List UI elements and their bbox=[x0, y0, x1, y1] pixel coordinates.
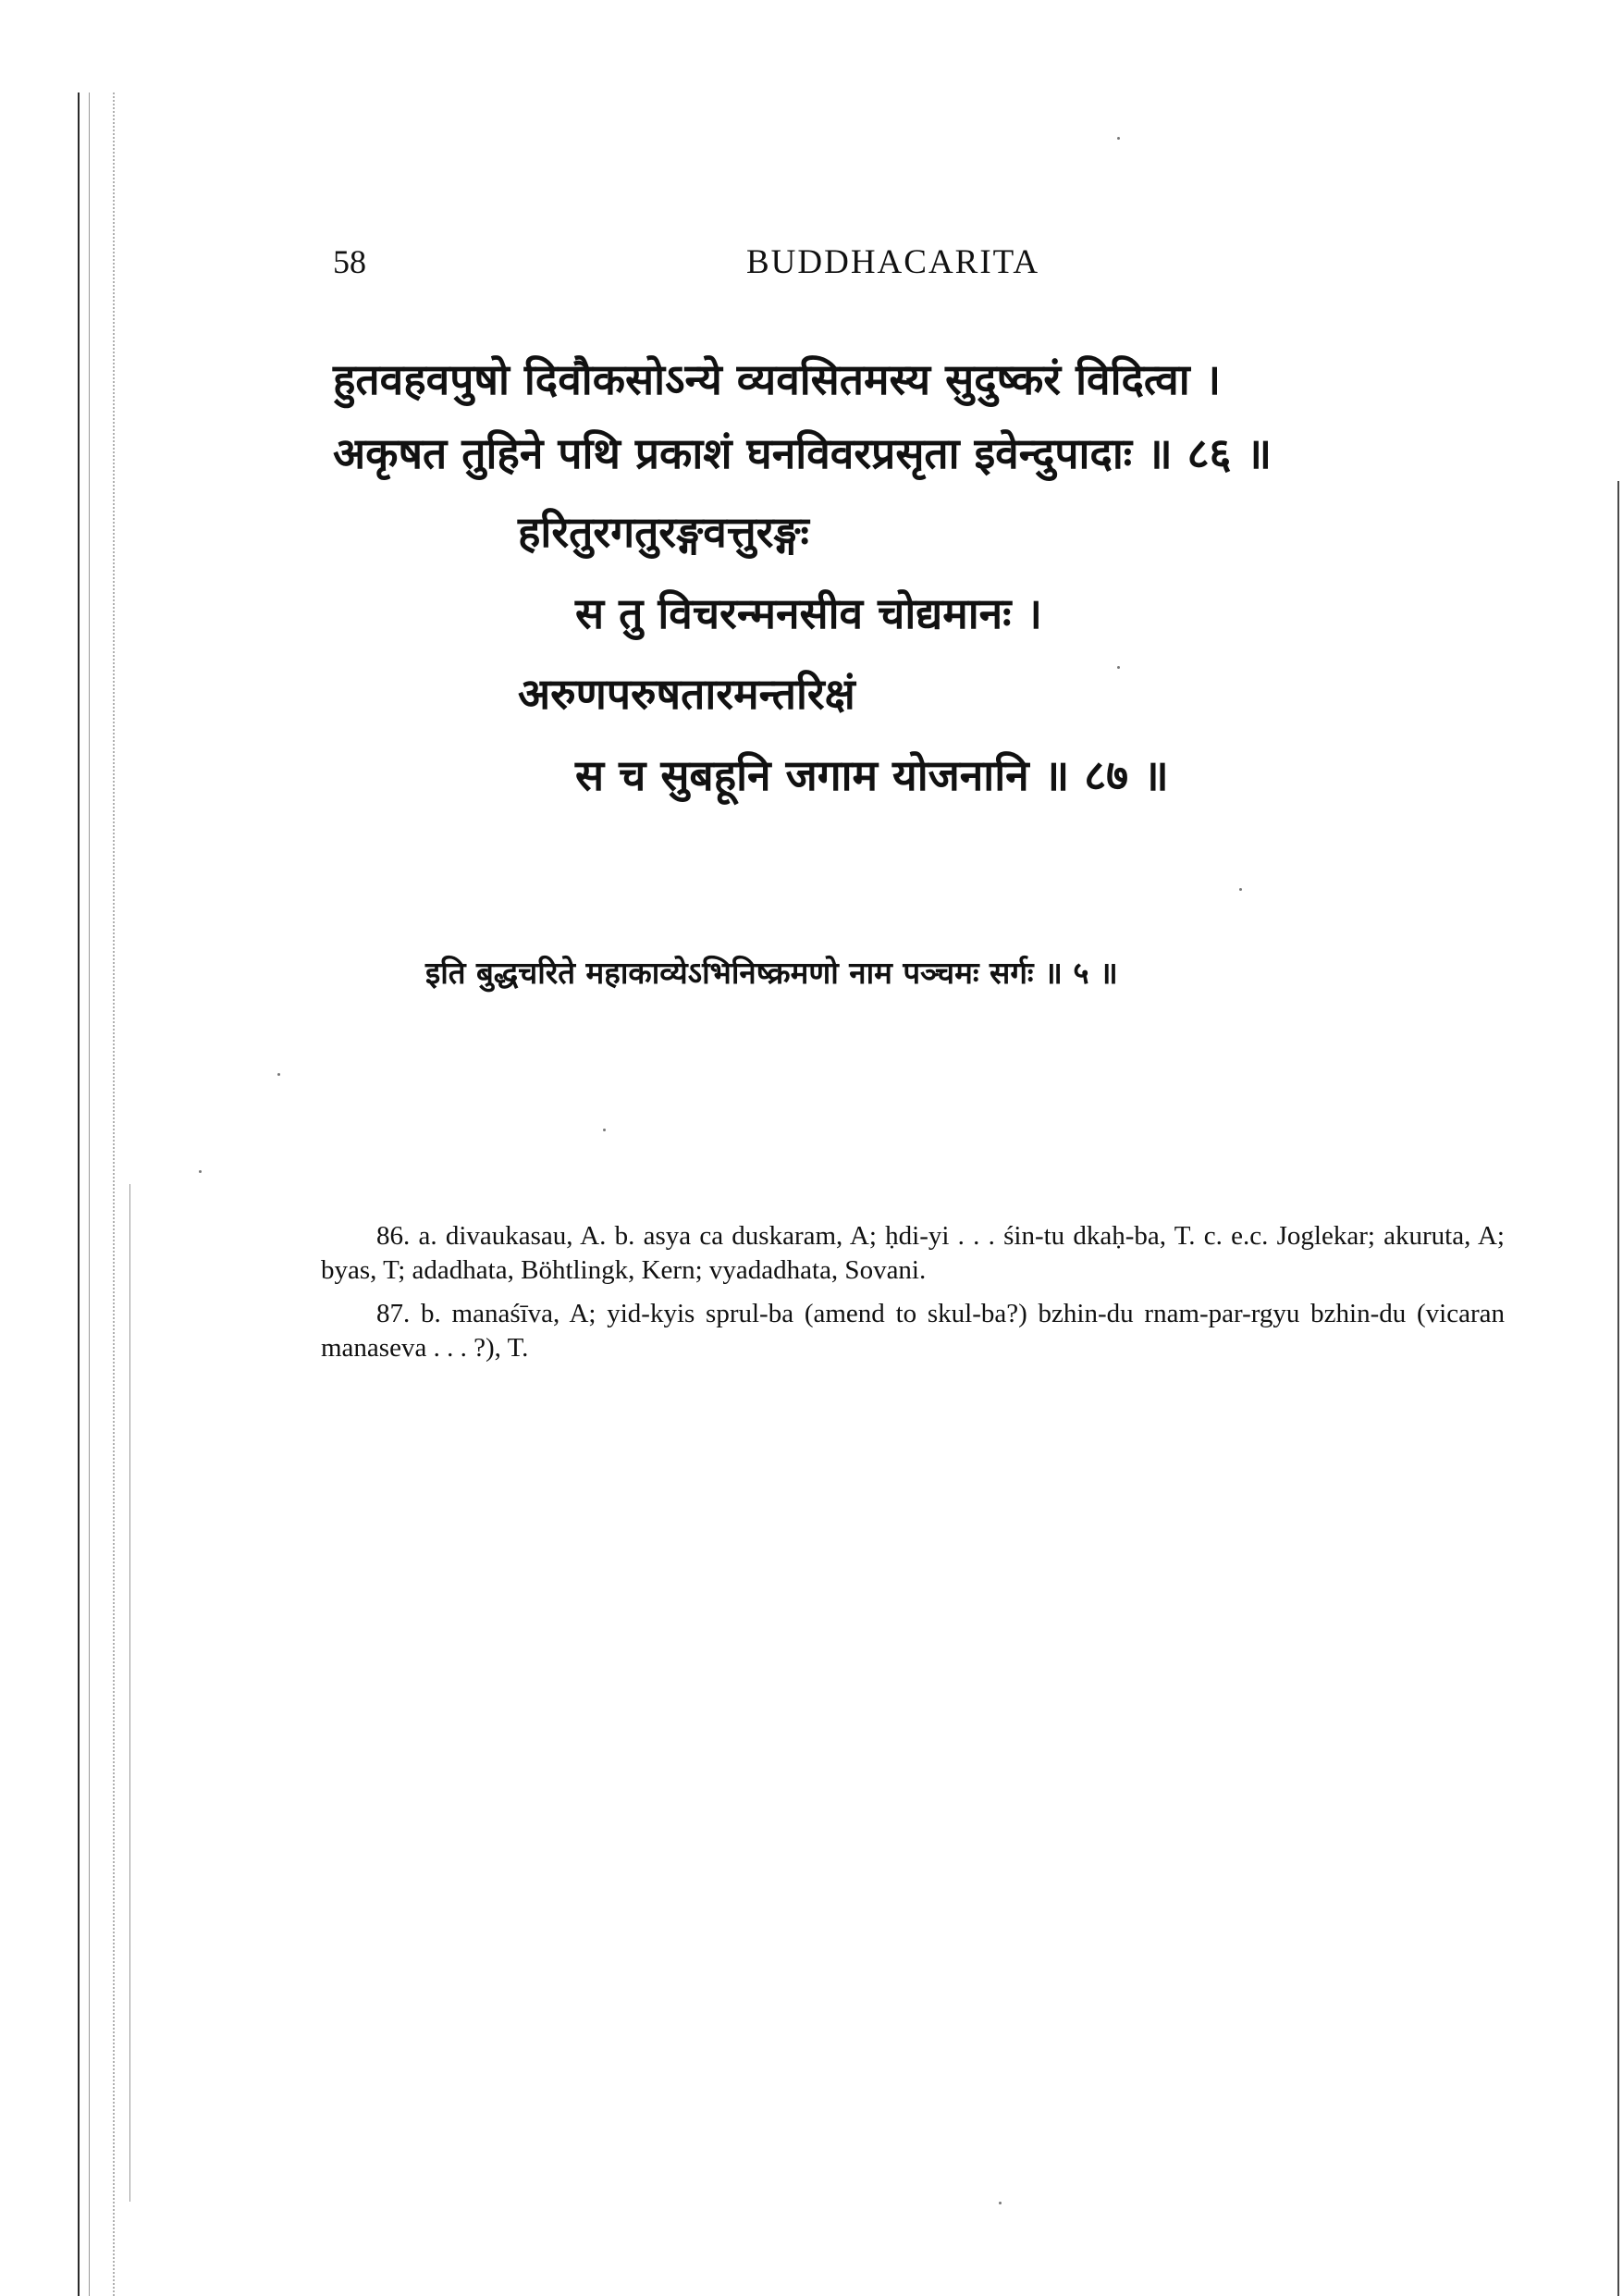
scan-speck bbox=[1239, 888, 1242, 891]
binding-edge-rule bbox=[129, 1184, 130, 2202]
verse-line: अरुणपरुषतारमन्तरिक्षं bbox=[518, 669, 855, 719]
verse-line: स च सुबहूनि जगाम योजनानि ॥ ८७ ॥ bbox=[575, 750, 1169, 800]
binding-edge-rule bbox=[89, 93, 90, 2296]
scan-speck bbox=[1117, 666, 1120, 669]
scan-speck bbox=[603, 1129, 606, 1131]
scan-speck bbox=[199, 1170, 202, 1173]
verse-line: अकृषत तुहिने पथि प्रकाशं घनविवरप्रसृता इवेन्दुपादाः ॥ ८६ ॥ bbox=[333, 428, 1273, 478]
binding-edge-rule bbox=[78, 93, 80, 2296]
scan-speck bbox=[277, 1073, 280, 1076]
page-edge-rule bbox=[1617, 481, 1619, 2296]
canto-colophon: इति बुद्धचरिते महाकाव्येऽभिनिष्क्रमणो नाम पञ्चमः सर्गः ॥ ५ ॥ bbox=[425, 955, 1118, 991]
page-header bbox=[333, 242, 1258, 289]
footnote: 86. a. divaukasau, A. b. asya ca duskaram, A; ḥdi-yi . . . śin-tu dkaḥ-ba, T. c. e.c. Joglekar; akuruta, A; byas, T; adadhata, Böhtlingk, Kern; vyadadhata, Sovani. bbox=[321, 1221, 1505, 1285]
binding-edge-rule bbox=[113, 93, 115, 2296]
scan-speck bbox=[999, 2202, 1002, 2204]
running-title: BUDDHACARITA bbox=[746, 243, 1040, 281]
scan-speck bbox=[1117, 137, 1120, 140]
footnote: 87. b. manaśīva, A; yid-kyis sprul-ba (amend to skul-ba?) bzhin-du rnam-par-rgyu bzhin-du (vicaran manaseva . . . ?), T. bbox=[321, 1299, 1505, 1363]
verse-line: हुतवहवपुषो दिवौकसोऽन्ये व्यवसितमस्य सुदुष्करं विदित्वा । bbox=[333, 354, 1222, 404]
footnotes bbox=[321, 1219, 1505, 1375]
verse-line: हरितुरगतुरङ्गवत्तुरङ्गः bbox=[518, 507, 809, 557]
page-number: 58 bbox=[333, 243, 366, 280]
verse-line: स तु विचरन्मनसीव चोद्यमानः । bbox=[575, 588, 1042, 638]
